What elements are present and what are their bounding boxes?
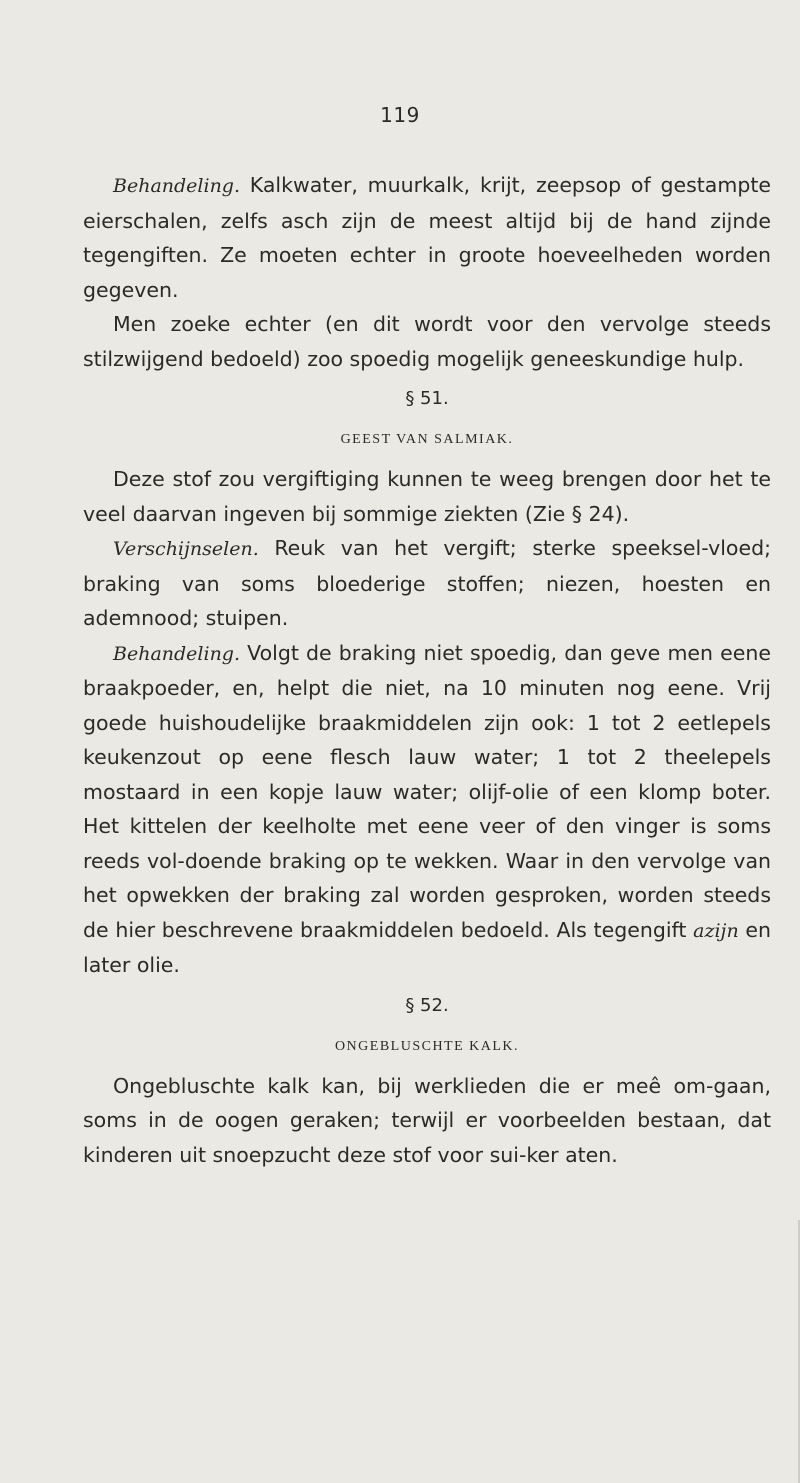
run-in-heading: Verschijnselen. xyxy=(113,538,259,560)
paragraph-text: Ongebluschte kalk kan, bij werklieden die er meê om-gaan, soms in de oogen geraken; terwijl er voorbeelden bestaan, dat kinderen uit snoepzucht deze stof voor sui-ker aten. xyxy=(83,1073,771,1167)
paragraph-text: Deze stof zou vergiftiging kunnen te weeg brengen door het te veel daarvan ingeven bij sommige ziekten (Zie § 24). xyxy=(83,467,771,526)
run-in-heading: Behandeling. xyxy=(113,175,241,197)
section-heading-salmiak: GEEST VAN SALMIAK. xyxy=(340,432,514,447)
paragraph-text: Kalkwater, muurkalk, krijt, zeepsop of gestampte eierschalen, zelfs asch zijn de meest altijd bij de hand zijnde tegengiften. Ze moeten echter in groote hoeveelheden worden gegeven. xyxy=(83,173,771,302)
paragraph-medical-help xyxy=(83,307,771,376)
section-number-52: § 52. xyxy=(405,994,449,1016)
emphasis-word: azijn xyxy=(693,919,739,942)
paragraph-kalk xyxy=(83,1069,771,1173)
section-number-51: § 51. xyxy=(405,388,449,409)
page-number: 119 xyxy=(380,103,420,127)
paragraph-treatment-2 xyxy=(83,636,771,983)
paragraph-text-tail: en later olie. xyxy=(83,917,771,977)
paragraph-symptoms xyxy=(83,531,771,636)
body-text xyxy=(83,168,771,1172)
run-in-heading: Behandeling. xyxy=(113,642,241,665)
section-heading-kalk: ONGEBLUSCHTE KALK. xyxy=(334,1038,520,1054)
paragraph-text: Men zoeke echter (en dit wordt voor den vervolge steeds stilzwijgend bedoeld) zoo spoedig mogelijk geneeskundige hulp. xyxy=(83,312,771,371)
paragraph-intro-salmiak xyxy=(83,462,771,531)
paragraph-text: Volgt de braking niet spoedig, dan geve men eene braakpoeder, en, helpt die niet, na 10 minuten nog eene. Vrij goede huishoudelijke braakmiddelen zijn ook: 1 tot 2 eetlepels keukenzout op eene flesch lauw water; 1 tot 2 theelepels mostaard in een kopje lauw water; olijf-olie of een klomp boter. Het kittelen der keelholte met eene veer of den vinger is soms reeds vol-doende braking op te wekken. Waar in den vervolge van het opwekken der braking zal worden gesproken, worden steeds de hier beschrevene braakmiddelen bedoeld. Als tegengift xyxy=(83,640,771,942)
paragraph-text: Reuk van het vergift; sterke speeksel-vloed; braking van soms bloederige stoffen; niezen, hoesten en ademnood; stuipen. xyxy=(83,536,771,630)
paragraph-treatment-1 xyxy=(83,168,771,307)
